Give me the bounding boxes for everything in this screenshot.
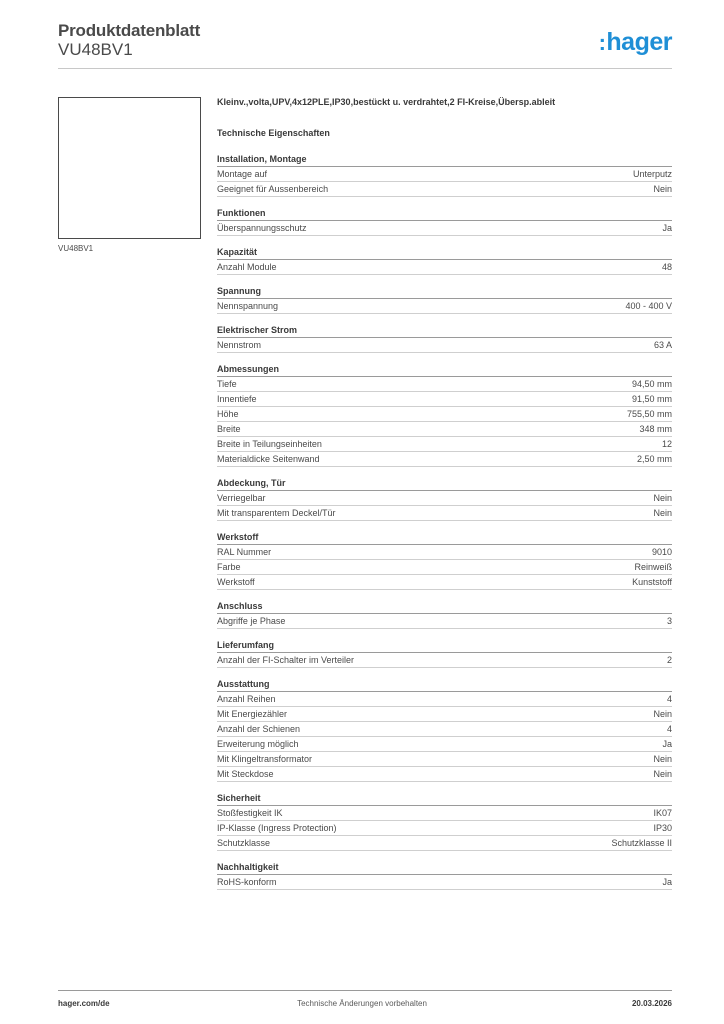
hager-logo[interactable] — [599, 28, 672, 57]
footer-date: 20.03.2026 — [631, 999, 672, 1008]
properties-sections — [217, 152, 672, 890]
property-row — [217, 392, 672, 407]
section-title: Nachhaltigkeit — [217, 860, 672, 875]
property-label: Tiefe — [217, 379, 237, 389]
property-value: 4 — [666, 694, 672, 704]
property-row — [217, 221, 672, 236]
property-row — [217, 560, 672, 575]
property-value: Kunststoff — [632, 577, 672, 587]
property-section — [217, 362, 672, 467]
section-title: Abmessungen — [217, 362, 672, 377]
property-section — [217, 791, 672, 851]
property-value: 2 — [666, 655, 672, 665]
property-row — [217, 722, 672, 737]
page-title: Produktdatenblatt — [58, 21, 201, 40]
logo-text: hager — [606, 28, 672, 56]
property-value: 2,50 mm — [636, 454, 672, 464]
section-title: Funktionen — [217, 206, 672, 221]
property-label: Geeignet für Aussenbereich — [217, 184, 329, 194]
section-title: Anschluss — [217, 599, 672, 614]
property-row — [217, 167, 672, 182]
property-value: Reinweiß — [634, 562, 672, 572]
property-label: Nennspannung — [217, 301, 279, 311]
property-label: Überspannungsschutz — [217, 223, 307, 233]
technical-properties-heading: Technische Eigenschaften — [217, 128, 330, 138]
property-value: 3 — [666, 616, 672, 626]
product-image-caption: VU48BV1 — [58, 244, 94, 253]
property-row — [217, 614, 672, 629]
property-label: IP-Klasse (Ingress Protection) — [217, 823, 337, 833]
property-value: Ja — [662, 739, 672, 749]
property-value: Nein — [653, 769, 672, 779]
property-section — [217, 206, 672, 236]
property-value: 63 A — [653, 340, 672, 350]
property-row — [217, 260, 672, 275]
section-title: Kapazität — [217, 245, 672, 260]
property-value: Ja — [662, 877, 672, 887]
property-value: Schutzklasse II — [611, 838, 672, 848]
property-row — [217, 806, 672, 821]
property-row — [217, 707, 672, 722]
properties-content — [217, 96, 672, 899]
footer-notice: Technische Änderungen vorbehalten — [297, 999, 427, 1008]
property-label: Anzahl der FI-Schalter im Verteiler — [217, 655, 355, 665]
property-label: Verriegelbar — [217, 493, 266, 503]
property-label: Anzahl der Schienen — [217, 724, 301, 734]
property-label: Breite — [217, 424, 241, 434]
section-title: Lieferumfang — [217, 638, 672, 653]
header-divider — [58, 68, 672, 69]
property-value: Nein — [653, 754, 672, 764]
property-value: Nein — [653, 184, 672, 194]
section-title: Ausstattung — [217, 677, 672, 692]
property-value: 9010 — [651, 547, 672, 557]
property-label: RoHS-konform — [217, 877, 277, 887]
property-label: Abgriffe je Phase — [217, 616, 286, 626]
property-row — [217, 338, 672, 353]
property-value: 48 — [661, 262, 672, 272]
property-row — [217, 821, 672, 836]
section-title: Installation, Montage — [217, 152, 672, 167]
product-number: VU48BV1 — [58, 40, 133, 59]
property-section — [217, 677, 672, 782]
property-row — [217, 506, 672, 521]
footer-website-link[interactable]: hager.com/de — [58, 999, 110, 1008]
property-label: Höhe — [217, 409, 239, 419]
property-row — [217, 575, 672, 590]
property-section — [217, 323, 672, 353]
footer-divider — [58, 990, 672, 991]
property-row — [217, 752, 672, 767]
property-value: Unterputz — [632, 169, 672, 179]
property-label: Breite in Teilungseinheiten — [217, 439, 322, 449]
section-title: Abdeckung, Tür — [217, 476, 672, 491]
product-description: Kleinv.,volta,UPV,4x12PLE,IP30,bestückt u. verdrahtet,2 FI-Kreise,Übersp.ableit — [217, 97, 556, 107]
property-row — [217, 692, 672, 707]
property-row — [217, 491, 672, 506]
property-value: 94,50 mm — [631, 379, 672, 389]
property-label: Montage auf — [217, 169, 268, 179]
property-value: Nein — [653, 709, 672, 719]
property-label: Erweiterung möglich — [217, 739, 299, 749]
property-value: 400 - 400 V — [625, 301, 672, 311]
property-section — [217, 599, 672, 629]
property-label: Anzahl Module — [217, 262, 277, 272]
product-image-frame — [58, 97, 201, 239]
property-row — [217, 452, 672, 467]
property-section — [217, 530, 672, 590]
property-section — [217, 638, 672, 668]
property-label: Schutzklasse — [217, 838, 271, 848]
property-label: Mit Klingeltransformator — [217, 754, 313, 764]
property-section — [217, 476, 672, 521]
property-label: Farbe — [217, 562, 241, 572]
property-value: IP30 — [653, 823, 672, 833]
logo-dot: : — [598, 30, 606, 55]
property-row — [217, 767, 672, 782]
section-title: Werkstoff — [217, 530, 672, 545]
property-value: 4 — [666, 724, 672, 734]
property-row — [217, 437, 672, 452]
property-label: Innentiefe — [217, 394, 257, 404]
property-value: 12 — [661, 439, 672, 449]
section-title: Elektrischer Strom — [217, 323, 672, 338]
property-label: Mit transparentem Deckel/Tür — [217, 508, 336, 518]
property-row — [217, 422, 672, 437]
property-section — [217, 152, 672, 197]
property-label: Anzahl Reihen — [217, 694, 276, 704]
property-row — [217, 407, 672, 422]
property-value: 348 mm — [639, 424, 672, 434]
property-row — [217, 875, 672, 890]
section-title: Sicherheit — [217, 791, 672, 806]
property-label: Werkstoff — [217, 577, 255, 587]
property-value: 755,50 mm — [626, 409, 672, 419]
property-row — [217, 545, 672, 560]
property-value: IK07 — [653, 808, 672, 818]
property-label: Mit Steckdose — [217, 769, 274, 779]
property-label: Materialdicke Seitenwand — [217, 454, 320, 464]
property-row — [217, 182, 672, 197]
property-section — [217, 284, 672, 314]
property-label: Mit Energiezähler — [217, 709, 288, 719]
section-title: Spannung — [217, 284, 672, 299]
property-row — [217, 377, 672, 392]
property-row — [217, 299, 672, 314]
property-value: Nein — [653, 493, 672, 503]
property-section — [217, 245, 672, 275]
property-row — [217, 836, 672, 851]
property-value: Ja — [662, 223, 672, 233]
property-value: 91,50 mm — [631, 394, 672, 404]
property-label: RAL Nummer — [217, 547, 272, 557]
property-label: Stoßfestigkeit IK — [217, 808, 283, 818]
property-section — [217, 860, 672, 890]
property-row — [217, 653, 672, 668]
property-value: Nein — [653, 508, 672, 518]
property-label: Nennstrom — [217, 340, 262, 350]
property-row — [217, 737, 672, 752]
